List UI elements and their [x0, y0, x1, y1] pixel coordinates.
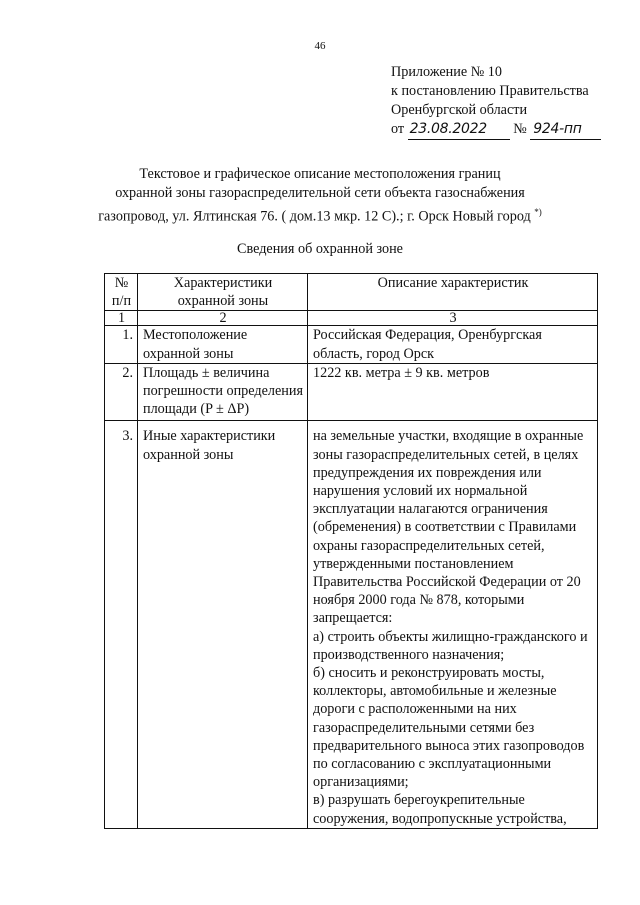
- table-index-row: [105, 311, 598, 326]
- row-characteristic: Иные характеристики охранной зоны: [138, 421, 308, 828]
- header-characteristic-text: Характеристики охранной зоны: [173, 275, 273, 310]
- index-cell: 3: [308, 311, 598, 326]
- header-description: [308, 274, 598, 311]
- restriction-item-b: б) сносить и реконструировать мосты, коллекторы, автомобильные и железные дороги с расположенными на них газораспределительными сетями без предварительного выноса этих газопроводов по согласованию с эксплуатационными организациями;: [313, 665, 585, 791]
- handwritten-number: 924-пп: [530, 120, 601, 140]
- number-sign: №: [513, 121, 527, 137]
- row-description: 1222 кв. метра ± 9 кв. метров: [308, 363, 598, 421]
- restriction-item-c: в) разрушать берегоукрепительные сооружения, водопропускные устройства,: [313, 792, 567, 827]
- header-characteristic: [138, 274, 308, 311]
- row-description: [308, 421, 598, 828]
- appendix-block: [391, 63, 601, 140]
- footnote-mark: *): [534, 207, 542, 217]
- table-row: [105, 363, 598, 421]
- title-line-3: [40, 203, 600, 227]
- handwritten-date: 23.08.2022: [408, 120, 510, 140]
- page-number: 46: [314, 40, 326, 52]
- row-characteristic: Площадь ± величина погрешности определения площади (P ± ΔP): [138, 363, 308, 421]
- row-number: 1.: [105, 326, 138, 363]
- title-line-1: Текстовое и графическое описание местоположения границ: [139, 166, 501, 182]
- header-number-text: № п/п: [111, 275, 132, 310]
- title-line-2: охранной зоны газораспределительной сети объекта газоснабжения: [115, 185, 525, 201]
- index-cell: 2: [138, 311, 308, 326]
- protection-zone-table: [104, 273, 598, 829]
- row-number: 2.: [105, 363, 138, 421]
- header-description-text: Описание характеристик: [377, 275, 529, 291]
- index-cell: 1: [105, 311, 138, 326]
- title-line-3-text: газопровод, ул. Ялтинская 76. ( дом.13 мкр. 12 С).; г. Орск Новый город: [98, 208, 531, 225]
- row-description: Российская Федерация, Оренбургская область, город Орск: [308, 326, 598, 363]
- appendix-title: Приложение № 10: [391, 64, 502, 80]
- table-row: [105, 421, 598, 828]
- header-number: [105, 274, 138, 311]
- document-title: [40, 165, 600, 227]
- table-header-row: [105, 274, 598, 311]
- appendix-resolution: к постановлению Правительства: [391, 83, 589, 99]
- appendix-region: Оренбургской области: [391, 102, 528, 118]
- row-number: 3.: [105, 421, 138, 828]
- restriction-item-a: а) строить объекты жилищно-гражданского и производственного назначения;: [313, 628, 588, 663]
- table-row: [105, 326, 598, 363]
- date-prefix: от: [391, 121, 405, 137]
- description-intro: на земельные участки, входящие в охранные зоны газораспределительных сетей, в целях предупреждения их повреждения или нарушения условий их нормальной эксплуатации налагаются ограничения (обременения) в соответствии с Правилами охраны газораспределительных сетей, утвержденными постановлением Правительства Российской Федерации от 20 ноября 2000 года № 878, которыми запрещается:: [313, 428, 584, 627]
- appendix-date-number: [391, 120, 601, 140]
- section-subtitle: Сведения об охранной зоне: [237, 241, 403, 257]
- row-characteristic: Местоположение охранной зоны: [138, 326, 308, 363]
